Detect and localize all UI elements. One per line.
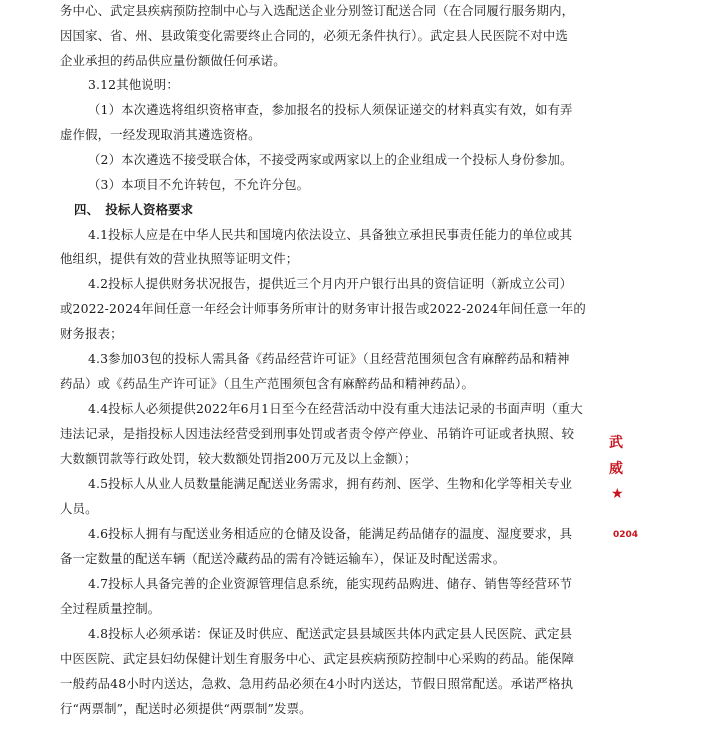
doc-line: 虚作假，一经发现取消其遴选资格。 bbox=[60, 127, 261, 142]
doc-line: 备一定数量的配送车辆（配送冷藏药品的需有冷链运输车），保证及时配送需求。 bbox=[60, 551, 506, 566]
doc-line: 或2022-2024年间任意一年经会计师事务所审计的财务审计报告或2022-2024年间任意一年的 bbox=[60, 301, 586, 316]
doc-line: 4.5投标人从业人员数量能满足配送业务需求，拥有药剂、医学、生物和化学等相关专业 bbox=[88, 476, 573, 491]
doc-line: 大数额罚款等行政处罚，较大数额处罚指200万元及以上金额）； bbox=[60, 451, 417, 466]
doc-line: （1）本次遴选将组织资格审查，参加报名的投标人须保证递交的材料真实有效，如有弄 bbox=[88, 102, 573, 117]
stamp-char: 武 bbox=[609, 435, 623, 451]
doc-line: 一般药品48小时内送达，急救、急用药品必须在4小时内送达，节假日照常配送。承诺严格执 bbox=[60, 676, 574, 691]
star-icon: ★ bbox=[611, 486, 624, 502]
doc-line: （2）本次遴选不接受联合体，不接受两家或两家以上的企业组成一个投标人身份参加。 bbox=[88, 152, 573, 167]
doc-line: 因国家、省、州、县政策变化需要终止合同的，必须无条件执行）。武定县人民医院不对中选 bbox=[60, 28, 568, 43]
doc-line: 违法记录，是指投标人因违法经营受到刑事处罚或者责令停产停业、吊销许可证或者执照、较 bbox=[60, 426, 575, 441]
section-heading: 四、 投标人资格要求 bbox=[74, 202, 194, 217]
doc-line: 4.8投标人必须承诺：保证及时供应、配送武定县县域医共体内武定县人民医院、武定县 bbox=[88, 626, 573, 641]
section-subheading: 3.12其他说明： bbox=[88, 77, 179, 92]
doc-line: 行“两票制”，配送时必须提供“两票制”发票。 bbox=[60, 701, 312, 716]
stamp-char: 威 bbox=[609, 461, 623, 477]
doc-line: 药品）或《药品生产许可证》（且生产范围须包含有麻醉药品和精神药品）。 bbox=[60, 376, 474, 391]
doc-line: 4.1投标人应是在中华人民共和国境内依法设立、具备独立承担民事责任能力的单位或其 bbox=[88, 227, 573, 242]
stamp-number: 0204 bbox=[613, 530, 639, 540]
doc-line: 4.2投标人提供财务状况报告，提供近三个月内开户银行出具的资信证明（新成立公司） bbox=[88, 276, 573, 291]
doc-line: 中医医院、武定县妇幼保健计划生育服务中心、武定县疾病预防控制中心采购的药品。能保障 bbox=[60, 651, 575, 666]
doc-line: 他组织，提供有效的营业执照等证明文件； bbox=[60, 251, 299, 266]
doc-line: 企业承担的药品供应量份额做任何承诺。 bbox=[60, 53, 286, 68]
doc-line: （3）本项目不允许转包，不允许分包。 bbox=[88, 177, 310, 192]
doc-line: 财务报表； bbox=[60, 326, 123, 341]
doc-line: 4.4投标人必须提供2022年6月1日至今在经营活动中没有重大违法记录的书面声明（重大 bbox=[88, 401, 583, 416]
doc-line: 4.7投标人具备完善的企业资源管理信息系统，能实现药品购进、储存、销售等经营环节 bbox=[88, 576, 573, 591]
doc-line: 人员。 bbox=[60, 501, 98, 516]
doc-line: 4.3参加03包的投标人需具备《药品经营许可证》（且经营范围须包含有麻醉药品和精神 bbox=[88, 351, 570, 366]
doc-line: 全过程质量控制。 bbox=[60, 601, 161, 616]
doc-line: 务中心、武定县疾病预防控制中心与入选配送企业分别签订配送合同（在合同履行服务期内， bbox=[60, 3, 575, 18]
doc-line: 4.6投标人拥有与配送业务相适应的仓储及设备，能满足药品储存的温度、湿度要求，具 bbox=[88, 526, 573, 541]
